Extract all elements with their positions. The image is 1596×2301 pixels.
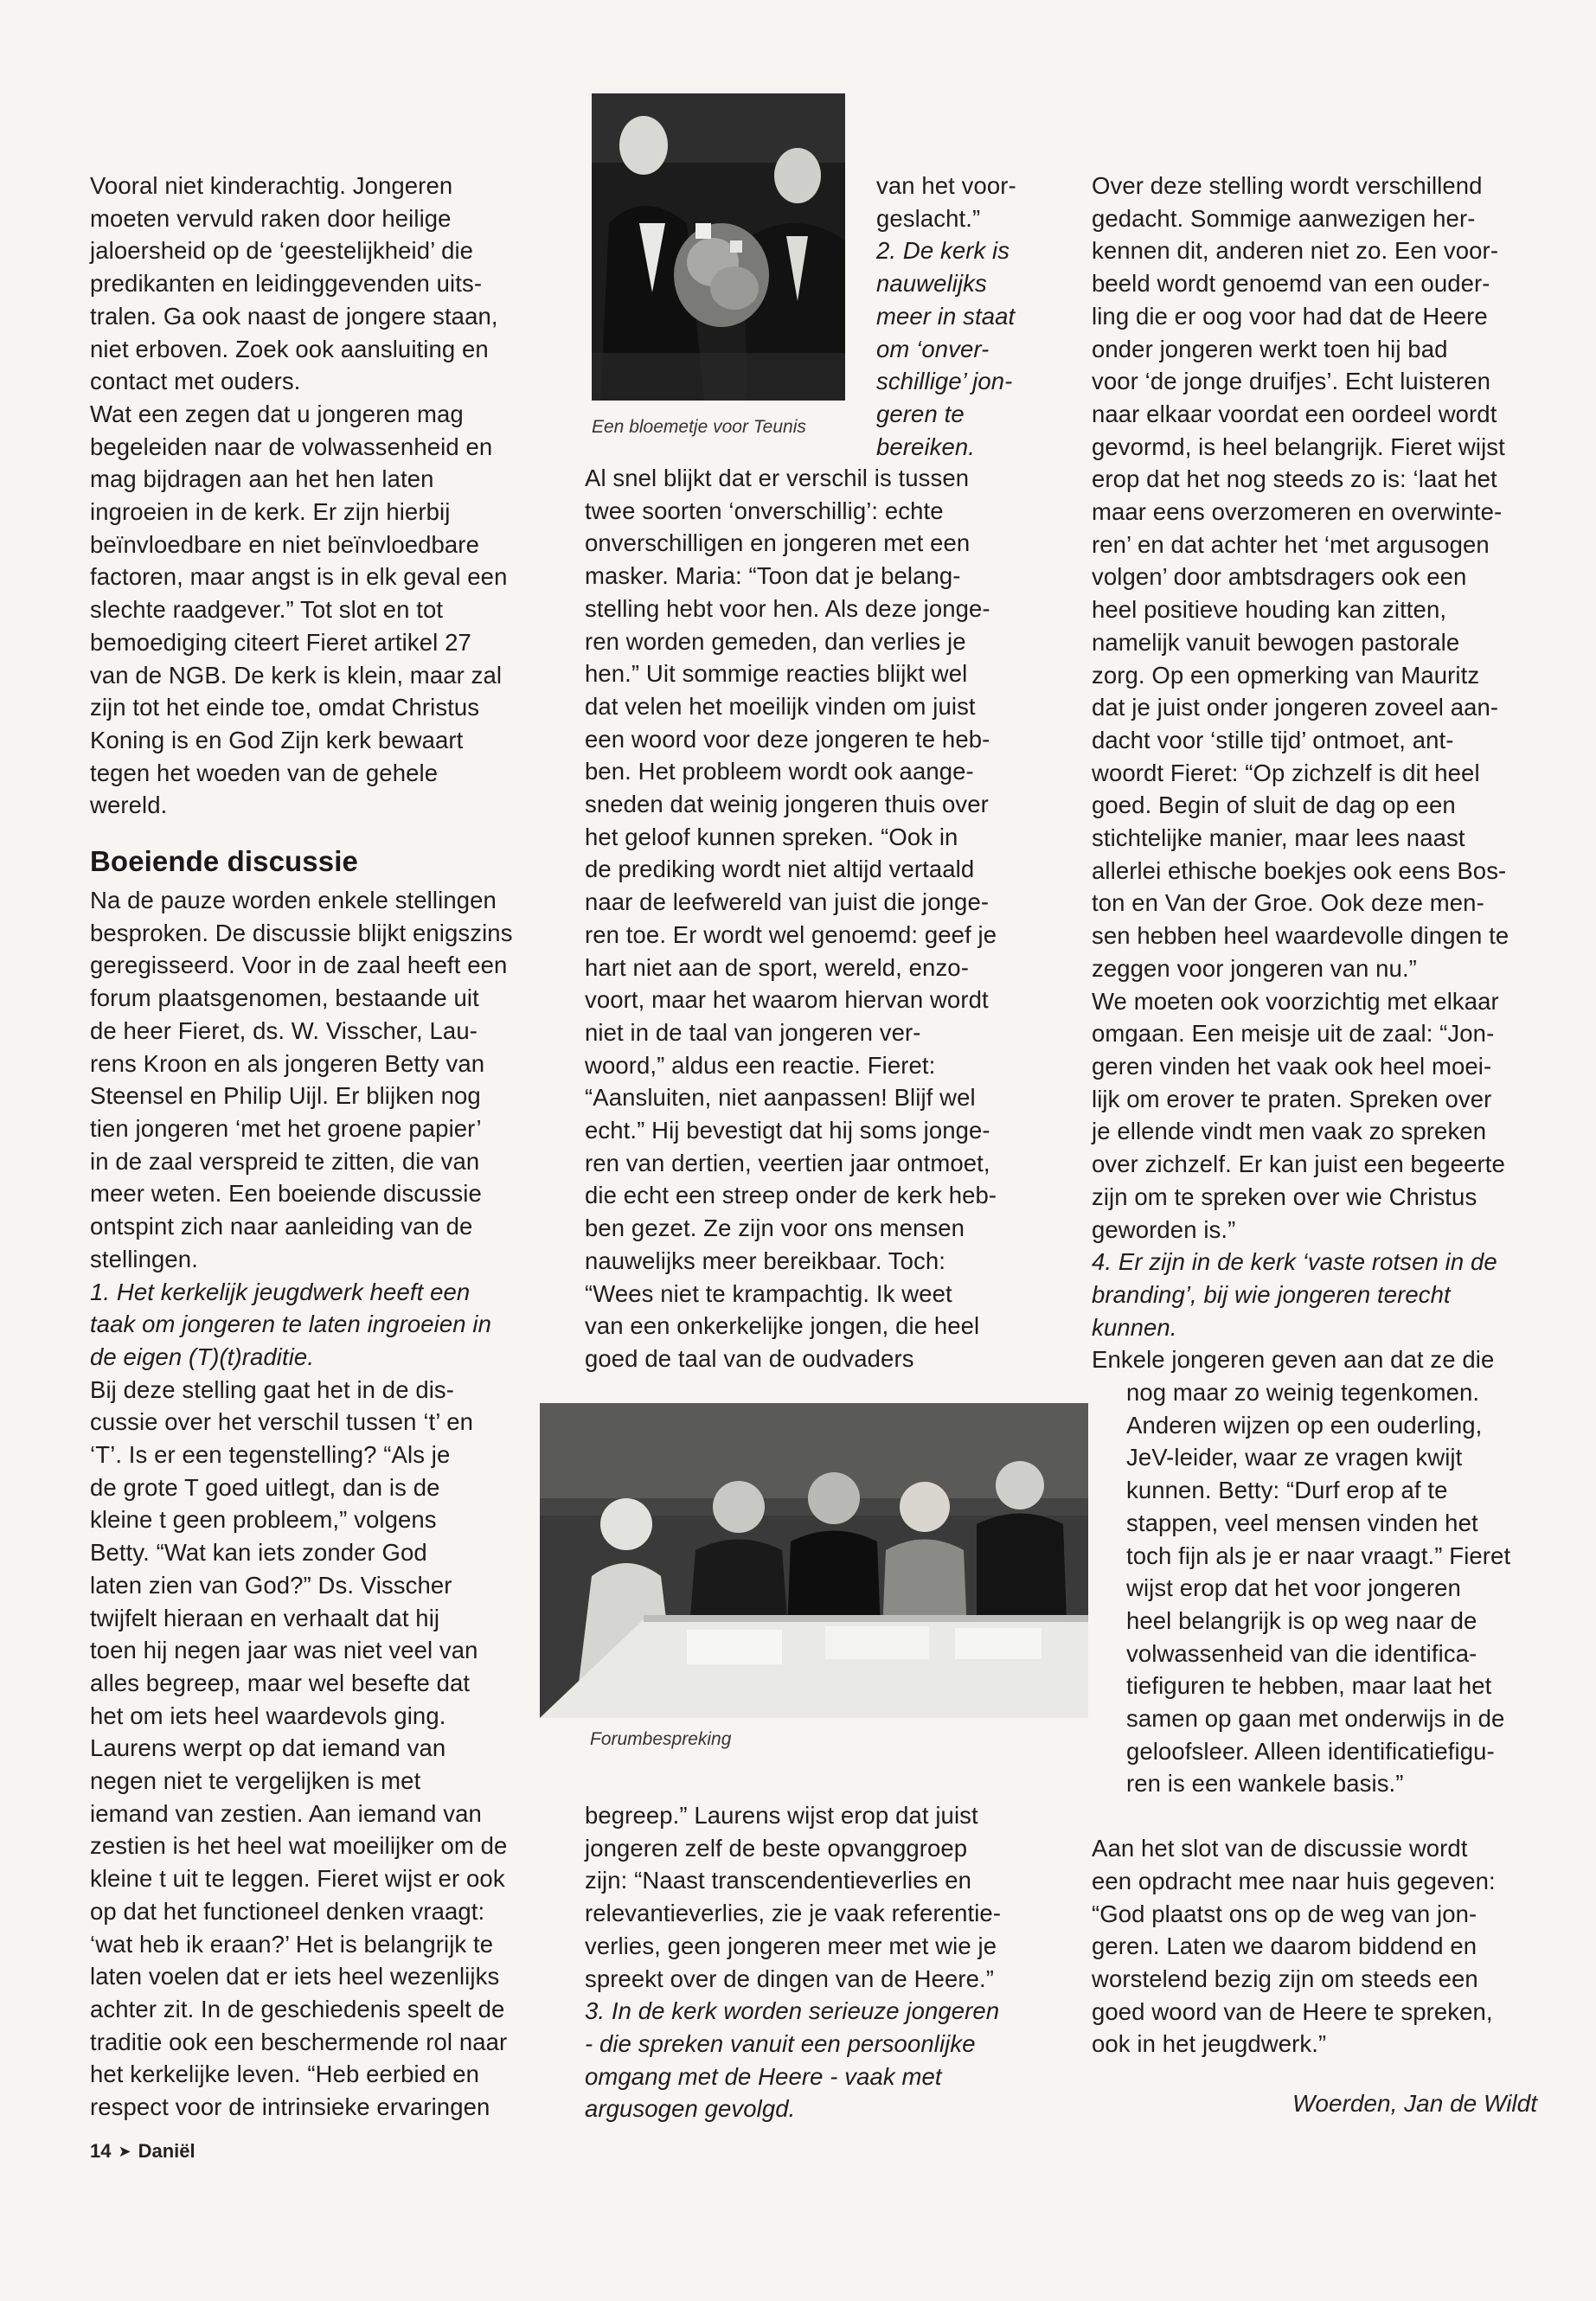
- text-line: forum plaatsgenomen, bestaande uit: [90, 984, 479, 1012]
- text-line: zestien is het heel wat moeilijker om de: [90, 1832, 508, 1860]
- col3-paragraph-1: [1092, 170, 1559, 985]
- text-line: Wat een zegen dat u jongeren mag: [90, 400, 464, 427]
- text-line: rens Kroon en als jongeren Betty van: [90, 1049, 485, 1077]
- text-line: Over deze stelling wordt verschillend: [1092, 172, 1483, 199]
- text-line: naar de leefwereld van juist die jonge-: [585, 888, 990, 916]
- text-line: ren van dertien, veertien jaar ontmoet,: [585, 1149, 990, 1176]
- statement-3: [585, 1995, 1052, 2125]
- col3-paragraph-2: [1092, 985, 1559, 1247]
- text-line: bemoediging citeert Fieret artikel 27: [90, 628, 471, 656]
- text-line: omgang met de Heere - vaak met: [585, 2062, 942, 2090]
- text-line: geren vinden het vaak ook heel moei-: [1092, 1052, 1492, 1080]
- text-line: geloofsleer. Alleen identificatiefigu-: [1126, 1737, 1495, 1765]
- col2-paragraph-1: [585, 462, 1052, 1375]
- text-line: wereld.: [90, 792, 168, 819]
- arrow-icon: ➤: [118, 2142, 131, 2160]
- text-line: spreekt over de dingen van de Heere.”: [585, 1965, 995, 1992]
- text-line: slechte raadgever.” Tot slot en tot: [90, 596, 444, 624]
- text-line: Vooral niet kinderachtig. Jongeren: [90, 172, 453, 199]
- text-line: niet in de taal van jongeren ver-: [585, 1018, 921, 1046]
- text-line: zijn tot het einde toe, omdat Christus: [90, 694, 480, 721]
- byline: Woerden, Jan de Wildt: [1292, 2090, 1537, 2117]
- text-line: twee soorten ‘onverschillig’: echte: [585, 497, 944, 524]
- text-line: onverschilligen en jongeren met een: [585, 529, 971, 557]
- text-line: ren is een wankele basis.”: [1126, 1770, 1404, 1798]
- column-1: [90, 170, 540, 2124]
- text-line: meer weten. Een boeiende discussie: [90, 1180, 482, 1208]
- text-line: geslacht.”: [876, 204, 981, 232]
- text-line: ren toe. Er wordt wel genoemd: geef je: [585, 920, 997, 948]
- text-line: geren te: [876, 400, 965, 427]
- col3-paragraph-4: [1092, 1832, 1559, 2061]
- text-line: stellingen.: [90, 1245, 198, 1272]
- text-line: geworden is.”: [1092, 1215, 1236, 1243]
- text-line: ton en Van der Groe. Ook deze men-: [1092, 889, 1484, 917]
- text-line: masker. Maria: “Toon dat je belang-: [585, 562, 961, 590]
- photo-forum: [540, 1403, 1088, 1718]
- text-line: over zichzelf. Er kan juist een begeerte: [1092, 1150, 1505, 1178]
- text-line: ‘T’. Is er een tegenstelling? “Als je: [90, 1441, 451, 1469]
- text-line: sneden dat weinig jongeren thuis over: [585, 791, 989, 818]
- text-line: laten voelen dat er iets heel wezenlijks: [90, 1963, 500, 1990]
- photo-forum-caption: Forumbespreking: [590, 1729, 732, 1749]
- text-line: branding’, bij wie jongeren terecht: [1092, 1280, 1451, 1308]
- column-3: [1092, 170, 1559, 2061]
- text-line: 3. In de kerk worden serieuze jongeren: [585, 1997, 1000, 2025]
- text-line: de prediking wordt niet altijd vertaald: [585, 856, 975, 883]
- text-line: een woord voor deze jongeren te heb-: [585, 725, 990, 753]
- text-line: jaloersheid op de ‘geestelijkheid’ die: [90, 237, 474, 265]
- text-line: schillige’ jon-: [876, 368, 1013, 395]
- text-line: kleine t geen probleem,” volgens: [90, 1506, 437, 1534]
- text-line: kunnen.: [1092, 1313, 1177, 1341]
- text-line: het om iets heel waardevols ging.: [90, 1702, 446, 1729]
- text-line: kennen dit, anderen niet zo. Een voor-: [1092, 237, 1499, 265]
- text-line: tralen. Ga ook naast de jongere staan,: [90, 302, 498, 330]
- text-line: geren. Laten we daarom biddend en: [1092, 1932, 1477, 1960]
- text-line: wijst erop dat het voor jongeren: [1126, 1574, 1461, 1602]
- text-line: ingroeien in de kerk. Er zijn hierbij: [90, 498, 451, 526]
- col1-paragraph-2: [90, 398, 540, 822]
- text-line: nauwelijks: [876, 270, 987, 298]
- page-footer: [90, 2140, 195, 2163]
- text-line: de eigen (T)(t)raditie.: [90, 1343, 315, 1370]
- column-2-side: [876, 170, 1049, 463]
- text-line: lijk om erover te praten. Spreken over: [1092, 1085, 1492, 1112]
- text-line: factoren, maar angst is in elk geval een: [90, 563, 508, 591]
- text-line: begreep.” Laurens wijst erop dat juist: [585, 1802, 978, 1829]
- text-line: geregisseerd. Voor in de zaal heeft een: [90, 952, 508, 979]
- text-line: achter zit. In de geschiedenis speelt de: [90, 1995, 505, 2022]
- text-line: voor ‘de jonge druifjes’. Echt luisteren: [1092, 368, 1491, 395]
- text-line: toen hij negen jaar was niet veel van: [90, 1637, 478, 1664]
- text-line: Koning is en God Zijn kerk bewaart: [90, 726, 464, 753]
- text-line: gedacht. Sommige aanwezigen her-: [1092, 204, 1476, 232]
- text-line: van het voor-: [876, 172, 1016, 199]
- text-line: kleine t uit te leggen. Fieret wijst er ook: [90, 1865, 505, 1893]
- text-line: om ‘onver-: [876, 335, 990, 362]
- text-line: “Aansluiten, niet aanpassen! Blijf wel: [585, 1084, 976, 1112]
- text-line: twijfelt hieraan en verhaalt dat hij: [90, 1604, 440, 1631]
- text-line: beeld wordt genoemd van een ouder-: [1092, 270, 1490, 298]
- text-line: - die spreken vanuit een persoonlijke: [585, 2029, 976, 2057]
- text-line: een opdracht mee naar huis gegeven:: [1092, 1867, 1496, 1894]
- text-line: stelling hebt voor hen. Als deze jonge-: [585, 594, 990, 622]
- text-line: allerlei ethische boekjes ook eens Bos-: [1092, 856, 1507, 884]
- text-line: Laurens werpt op dat iemand van: [90, 1734, 446, 1762]
- text-line: moeten vervuld raken door heilige: [90, 204, 452, 232]
- text-line: begeleiden naar de volwassenheid en: [90, 433, 493, 460]
- text-line: dat velen het moeilijk vinden om juist: [585, 692, 976, 720]
- text-line: meer in staat: [876, 302, 1016, 330]
- text-line: sen hebben heel waardevolle dingen te: [1092, 922, 1509, 950]
- text-line: maar eens overzomeren en overwinte-: [1092, 498, 1503, 526]
- text-line: het kerkelijke leven. “Heb eerbied en: [90, 2061, 480, 2088]
- col1-paragraph-4: [90, 1374, 540, 2124]
- text-line: erop dat het nog steeds zo is: ‘laat het: [1092, 465, 1497, 493]
- text-line: hen.” Uit sommige reacties blijkt wel: [585, 660, 968, 688]
- text-line: Na de pauze worden enkele stellingen: [90, 887, 497, 914]
- text-line: negen niet te vergelijken is met: [90, 1767, 421, 1795]
- text-line: relevantieverlies, zie je vaak referentie-: [585, 1900, 1002, 1927]
- text-line: gevormd, is heel belangrijk. Fieret wijst: [1092, 433, 1505, 460]
- col2-paragraph-2: [585, 1799, 1052, 1995]
- text-line: Betty. “Wat kan iets zonder God: [90, 1539, 427, 1567]
- text-line: goed woord van de Heere te spreken,: [1092, 1997, 1493, 2025]
- text-line: ren’ en dat achter het ‘met argusogen: [1092, 530, 1490, 558]
- text-line: Steensel en Philip Uijl. Er blijken nog: [90, 1082, 481, 1110]
- text-line: dat je juist onder jongeren zoveel aan-: [1092, 694, 1499, 721]
- text-line: ontspint zich naar aanleiding van de: [90, 1213, 473, 1240]
- magazine-name: Daniël: [138, 2140, 195, 2162]
- text-line: samen op gaan met onderwijs in de: [1126, 1705, 1505, 1733]
- text-line: JeV-leider, waar ze vragen kwijt: [1126, 1444, 1463, 1471]
- text-line: naar elkaar voordat een oordeel wordt: [1092, 400, 1497, 427]
- text-line: argusogen gevolgd.: [585, 2095, 796, 2123]
- photo-bouquet-image: [592, 93, 845, 401]
- photo-forum-image: [540, 1403, 1088, 1718]
- text-line: respect voor de intrinsieke ervaringen: [90, 2093, 490, 2121]
- text-line: zijn om te spreken over wie Christus: [1092, 1183, 1477, 1210]
- text-line: Aan het slot van de discussie wordt: [1092, 1835, 1468, 1862]
- text-line: echt.” Hij bevestigt dat hij soms jonge-: [585, 1117, 990, 1144]
- text-line: hart niet aan de sport, wereld, enzo-: [585, 953, 969, 981]
- col3-paragraph-3-first: Enkele jongeren geven aan dat ze die: [1092, 1346, 1495, 1374]
- text-line: 4. Er zijn in de kerk ‘vaste rotsen in de: [1092, 1248, 1497, 1276]
- text-line: We moeten ook voorzichtig met elkaar: [1092, 987, 1499, 1015]
- statement-1: [90, 1276, 540, 1374]
- text-line: Al snel blijkt dat er verschil is tussen: [585, 465, 970, 491]
- text-line: woordt Fieret: “Op zichzelf is dit heel: [1092, 759, 1480, 786]
- text-line: volgen’ door ambtsdragers ook een: [1092, 563, 1467, 591]
- text-line: taak om jongeren te laten ingroeien in: [90, 1311, 491, 1338]
- text-line: ‘wat heb ik eraan?’ Het is belangrijk te: [90, 1930, 494, 1958]
- text-line: toch fijn als je er naar vraagt.” Fieret: [1126, 1541, 1511, 1569]
- text-line: woord,” aldus een reactie. Fieret:: [585, 1051, 936, 1079]
- text-line: voort, maar het waarom hiervan wordt: [585, 986, 989, 1014]
- text-line: goed de taal van de oudvaders: [585, 1344, 914, 1372]
- column-2-continued: [585, 1799, 1052, 2125]
- text-line: cussie over het verschil tussen ‘t’ en: [90, 1408, 473, 1436]
- text-line: heel positieve houding kan zitten,: [1092, 596, 1447, 624]
- text-line: zeggen voor jongeren van nu.”: [1092, 954, 1417, 982]
- col1-paragraph-1: [90, 170, 540, 398]
- text-line: alles begreep, maar wel besefte dat: [90, 1669, 471, 1696]
- text-line: tien jongeren ‘met het groene papier’: [90, 1114, 482, 1142]
- text-line: Bij deze stelling gaat het in de dis-: [90, 1375, 455, 1403]
- text-line: ben gezet. Ze zijn voor ons mensen: [585, 1215, 965, 1242]
- text-line: tiefiguren te hebben, maar laat het: [1126, 1672, 1492, 1700]
- text-line: ling die er oog voor had dat de Heere: [1092, 302, 1488, 330]
- text-line: traditie ook een beschermende rol naar: [90, 2028, 508, 2055]
- text-line: dacht voor ‘stille tijd’ ontmoet, ant-: [1092, 726, 1454, 753]
- text-line: predikanten en leidinggevenden uits-: [90, 270, 483, 298]
- col3-paragraph-3: [1092, 1376, 1559, 1800]
- text-line: de heer Fieret, ds. W. Visscher, Lau-: [90, 1016, 478, 1044]
- text-line: tegen het woeden van de gehele: [90, 759, 439, 786]
- text-line: Anderen wijzen op een ouderling,: [1126, 1411, 1483, 1439]
- text-line: het geloof kunnen spreken. “Ook in: [585, 823, 958, 850]
- text-line: 2. De kerk is: [876, 237, 1010, 265]
- text-line: beïnvloedbare en niet beïnvloedbare: [90, 530, 479, 558]
- text-line: zorg. Op een opmerking van Mauritz: [1092, 661, 1480, 689]
- text-line: bereiken.: [876, 433, 976, 460]
- text-line: onder jongeren werkt toen hij bad: [1092, 335, 1448, 362]
- text-line: 1. Het kerkelijk jeugdwerk heeft een: [90, 1278, 471, 1305]
- text-line: besproken. De discussie blijkt enigszins: [90, 919, 513, 946]
- text-line: die echt een streep onder de kerk heb-: [585, 1182, 997, 1209]
- text-line: contact met ouders.: [90, 368, 301, 395]
- text-line: mag bijdragen aan het hen laten: [90, 465, 434, 493]
- text-line: nauwelijks meer bereikbaar. Toch:: [585, 1247, 946, 1274]
- text-line: jongeren zelf de beste opvanggroep: [585, 1834, 968, 1862]
- photo-bouquet-caption: Een bloemetje voor Teunis: [592, 417, 806, 437]
- text-line: in de zaal verspreid te zitten, die van: [90, 1147, 480, 1175]
- text-line: iemand van zestien. Aan iemand van: [90, 1799, 482, 1827]
- photo-bouquet: [592, 93, 845, 401]
- text-line: “Wees niet te krampachtig. Ik weet: [585, 1279, 952, 1307]
- paragraph-gap: [1092, 1800, 1559, 1832]
- section-heading: Boeiende discussie: [90, 845, 358, 878]
- text-line: laten zien van God?” Ds. Visscher: [90, 1571, 452, 1599]
- text-line: worstelend bezig zijn om steeds een: [1092, 1965, 1478, 1992]
- text-line: zijn: “Naast transcendentieverlies en: [585, 1867, 971, 1894]
- text-line: op dat het functioneel denken vraagt:: [90, 1897, 485, 1925]
- text-line: volwassenheid van die identifica-: [1126, 1639, 1477, 1667]
- text-line: heel belangrijk is op weg naar de: [1126, 1606, 1477, 1634]
- side-text: [876, 170, 1049, 234]
- text-line: van een onkerkelijke jongen, die heel: [585, 1312, 980, 1340]
- text-line: stappen, veel mensen vinden het: [1126, 1509, 1478, 1536]
- page-number: 14: [90, 2140, 112, 2162]
- column-2: [585, 462, 1052, 1375]
- text-line: de grote T goed uitlegt, dan is de: [90, 1473, 440, 1501]
- col1-paragraph-3: [90, 884, 540, 1275]
- text-line: ook in het jeugdwerk.”: [1092, 2030, 1327, 2058]
- text-line: namelijk vanuit bewogen pastorale: [1092, 628, 1460, 656]
- text-line: goed. Begin of sluit de dag op een: [1092, 792, 1456, 819]
- text-line: ren worden gemeden, dan verlies je: [585, 627, 966, 655]
- text-line: stichtelijke manier, maar lees naast: [1092, 824, 1465, 852]
- text-line: omgaan. Een meisje uit de zaal: “Jon-: [1092, 1020, 1495, 1048]
- text-line: nog maar zo weinig tegenkomen.: [1126, 1379, 1480, 1407]
- text-line: niet erboven. Zoek ook aansluiting en: [90, 335, 489, 362]
- text-line: “God plaatst ons op de weg van jon-: [1092, 1900, 1477, 1927]
- text-line: je ellende vindt men vaak zo spreken: [1092, 1118, 1487, 1145]
- statement-2: [876, 234, 1049, 463]
- text-line: van de NGB. De kerk is klein, maar zal: [90, 661, 503, 689]
- text-line: verlies, geen jongeren meer met wie je: [585, 1932, 997, 1959]
- text-line: ben. Het probleem wordt ook aange-: [585, 758, 974, 785]
- text-line: kunnen. Betty: “Durf erop af te: [1126, 1477, 1448, 1504]
- statement-4: [1092, 1246, 1559, 1343]
